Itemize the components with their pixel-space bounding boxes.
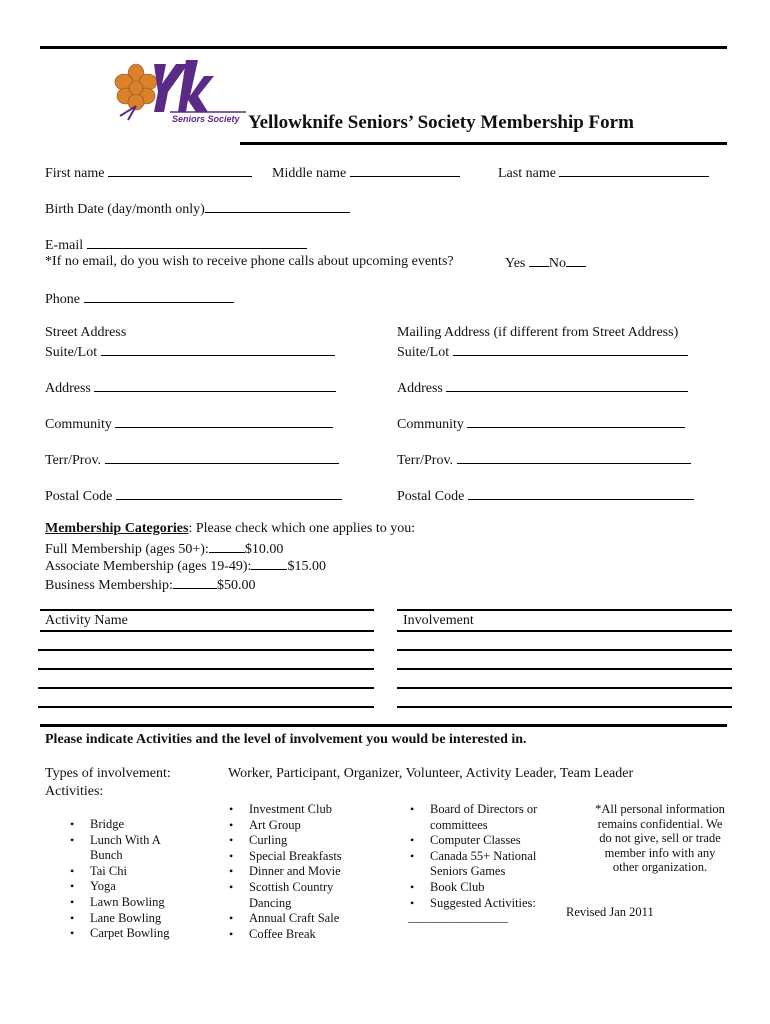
- membership-instruction: : Please check which one applies to you:: [188, 521, 416, 536]
- list-item[interactable]: • Lawn Bowling: [68, 895, 170, 911]
- title-rule: [240, 142, 727, 145]
- email-field[interactable]: [45, 236, 307, 254]
- full-membership-price: $10.00: [244, 542, 284, 557]
- mailing-address-field[interactable]: [397, 379, 688, 397]
- activity-table-top-left: [40, 609, 374, 611]
- community-label: Community: [45, 417, 112, 432]
- list-item[interactable]: • Tai Chi: [68, 864, 170, 880]
- no-line: [566, 254, 586, 267]
- street-address-label: Street Address: [45, 325, 127, 340]
- full-membership-line: [209, 540, 245, 553]
- mailing-suite-line: [453, 343, 688, 356]
- associate-membership-price: $15.00: [287, 559, 326, 574]
- list-item[interactable]: • Bridge: [68, 817, 170, 833]
- mailing-suite-field[interactable]: [397, 343, 688, 361]
- street-terr-line: [105, 451, 339, 464]
- middle-name-label: Middle name: [272, 166, 347, 181]
- phone-line: [84, 290, 234, 303]
- mailing-terr-field[interactable]: [397, 451, 691, 469]
- birth-date-label: Birth Date (day/month only): [45, 202, 205, 217]
- mailing-community-line: [467, 415, 685, 428]
- first-name-label: First name: [45, 166, 105, 181]
- last-name-line: [559, 164, 709, 177]
- yes-label: Yes: [505, 256, 526, 271]
- activity-row-line[interactable]: [38, 668, 374, 670]
- list-item-continued: Dancing: [249, 895, 292, 910]
- list-item[interactable]: • Carpet Bowling: [68, 926, 170, 942]
- first-name-field[interactable]: [45, 164, 252, 182]
- activity-table-header-right: [397, 630, 732, 632]
- suite-label: Suite/Lot: [45, 345, 98, 360]
- address-label: Address: [397, 381, 443, 396]
- list-item[interactable]: • Canada 55+ National: [408, 849, 537, 865]
- list-item-continued: Seniors Games: [430, 864, 506, 879]
- note-line: member info with any: [604, 845, 716, 860]
- involvement-row-line[interactable]: [397, 687, 732, 689]
- mailing-postal-line: [468, 487, 694, 500]
- interests-heading: Please indicate Activities and the level of involvement you would be interested in.: [45, 732, 527, 747]
- street-terr-field[interactable]: [45, 451, 339, 469]
- phone-question: *If no email, do you wish to receive phone calls about upcoming events?: [45, 254, 454, 269]
- list-item[interactable]: • Yoga: [68, 879, 170, 895]
- street-community-line: [115, 415, 333, 428]
- revised-date: Revised Jan 2011: [566, 905, 654, 919]
- street-suite-line: [101, 343, 335, 356]
- activities-list-1: [68, 817, 170, 942]
- involvement-row-line[interactable]: [397, 649, 732, 651]
- street-postal-line: [116, 487, 342, 500]
- types-of-involvement-values: Worker, Participant, Organizer, Volunteer, Activity Leader, Team Leader: [228, 766, 634, 781]
- mailing-address-label: Mailing Address (if different from Street Address): [397, 325, 679, 340]
- street-address-line: [94, 379, 336, 392]
- logo-text: Seniors Society: [172, 114, 240, 124]
- membership-heading: Membership Categories: [45, 521, 189, 536]
- list-item[interactable]: • Curling: [227, 833, 342, 849]
- list-item[interactable]: • Investment Club: [227, 802, 342, 818]
- top-rule: [40, 46, 727, 49]
- list-item[interactable]: • Coffee Break: [227, 927, 342, 943]
- email-label: E-mail: [45, 238, 84, 253]
- types-of-involvement-label: Types of involvement:: [45, 766, 171, 781]
- activity-row-line[interactable]: [38, 687, 374, 689]
- list-item-continued: committees: [430, 817, 488, 832]
- associate-membership-label: Associate Membership (ages 19-49):: [45, 559, 252, 574]
- mailing-terr-line: [457, 451, 691, 464]
- activity-table-header-left: [40, 630, 374, 632]
- middle-name-line: [350, 164, 460, 177]
- list-item-continued: Bunch: [90, 848, 123, 863]
- postal-label: Postal Code: [397, 489, 465, 504]
- business-membership-line: [173, 576, 217, 589]
- mailing-community-field[interactable]: [397, 415, 685, 433]
- business-membership-price: $50.00: [216, 578, 256, 593]
- activities-label: Activities:: [45, 784, 104, 799]
- suggested-activities-blank[interactable]: ________________: [408, 910, 508, 924]
- full-membership-option[interactable]: [45, 540, 283, 558]
- last-name-label: Last name: [498, 166, 556, 181]
- list-item[interactable]: • Lunch With A: [68, 833, 170, 849]
- list-item[interactable]: • Dinner and Movie: [227, 864, 342, 880]
- mailing-postal-field[interactable]: [397, 487, 694, 505]
- middle-name-field[interactable]: [272, 164, 460, 182]
- street-suite-field[interactable]: [45, 343, 335, 361]
- confidential-note: [585, 802, 735, 875]
- business-membership-option[interactable]: [45, 576, 255, 594]
- email-line: [87, 236, 307, 249]
- no-label: No: [548, 256, 566, 271]
- suite-label: Suite/Lot: [397, 345, 450, 360]
- street-community-field[interactable]: [45, 415, 333, 433]
- page-title: Yellowknife Seniors’ Society Membership Form: [248, 112, 634, 133]
- list-item[interactable]: • Art Group: [227, 818, 342, 834]
- street-address-field[interactable]: [45, 379, 336, 397]
- birth-date-field[interactable]: [45, 200, 350, 218]
- birth-date-line: [205, 200, 350, 213]
- list-item[interactable]: • Scottish Country: [227, 880, 342, 896]
- interests-rule: [40, 724, 727, 727]
- list-item[interactable]: • Book Club: [408, 880, 537, 896]
- list-item[interactable]: • Lane Bowling: [68, 911, 170, 927]
- full-membership-label: Full Membership (ages 50+):: [45, 542, 209, 557]
- membership-heading-row: [45, 521, 415, 537]
- involvement-row-line[interactable]: [397, 668, 732, 670]
- involvement-header: Involvement: [403, 613, 474, 628]
- phone-label: Phone: [45, 292, 80, 307]
- list-item[interactable]: • Computer Classes: [408, 833, 537, 849]
- list-item[interactable]: • Special Breakfasts: [227, 849, 342, 865]
- logo: [108, 56, 248, 132]
- involvement-row-line[interactable]: [397, 706, 732, 708]
- mailing-address-line: [446, 379, 688, 392]
- note-line: *All personal information: [595, 802, 725, 816]
- associate-membership-line: [251, 557, 287, 570]
- address-label: Address: [45, 381, 91, 396]
- associate-membership-option[interactable]: [45, 557, 326, 575]
- note-line: other organization.: [612, 860, 708, 874]
- phone-field[interactable]: [45, 290, 234, 308]
- activity-row-line[interactable]: [38, 706, 374, 708]
- activities-list-2: [227, 802, 342, 942]
- yes-line: [529, 254, 549, 267]
- business-membership-label: Business Membership:: [45, 578, 173, 593]
- postal-label: Postal Code: [45, 489, 113, 504]
- list-item[interactable]: • Board of Directors or: [408, 802, 537, 818]
- activity-table-top-right: [397, 609, 732, 611]
- activity-row-line[interactable]: [38, 649, 374, 651]
- yes-no-choice[interactable]: [505, 254, 586, 272]
- community-label: Community: [397, 417, 464, 432]
- last-name-field[interactable]: [498, 164, 709, 182]
- activity-name-header: Activity Name: [45, 613, 128, 628]
- terr-label: Terr/Prov.: [397, 453, 454, 468]
- terr-label: Terr/Prov.: [45, 453, 102, 468]
- list-item[interactable]: • Suggested Activities:: [408, 896, 537, 912]
- list-item[interactable]: • Annual Craft Sale: [227, 911, 342, 927]
- note-line: remains confidential. We: [597, 816, 723, 831]
- first-name-line: [108, 164, 252, 177]
- street-postal-field[interactable]: [45, 487, 342, 505]
- activities-list-3: [408, 802, 537, 911]
- note-line: do not give, sell or trade: [599, 831, 721, 845]
